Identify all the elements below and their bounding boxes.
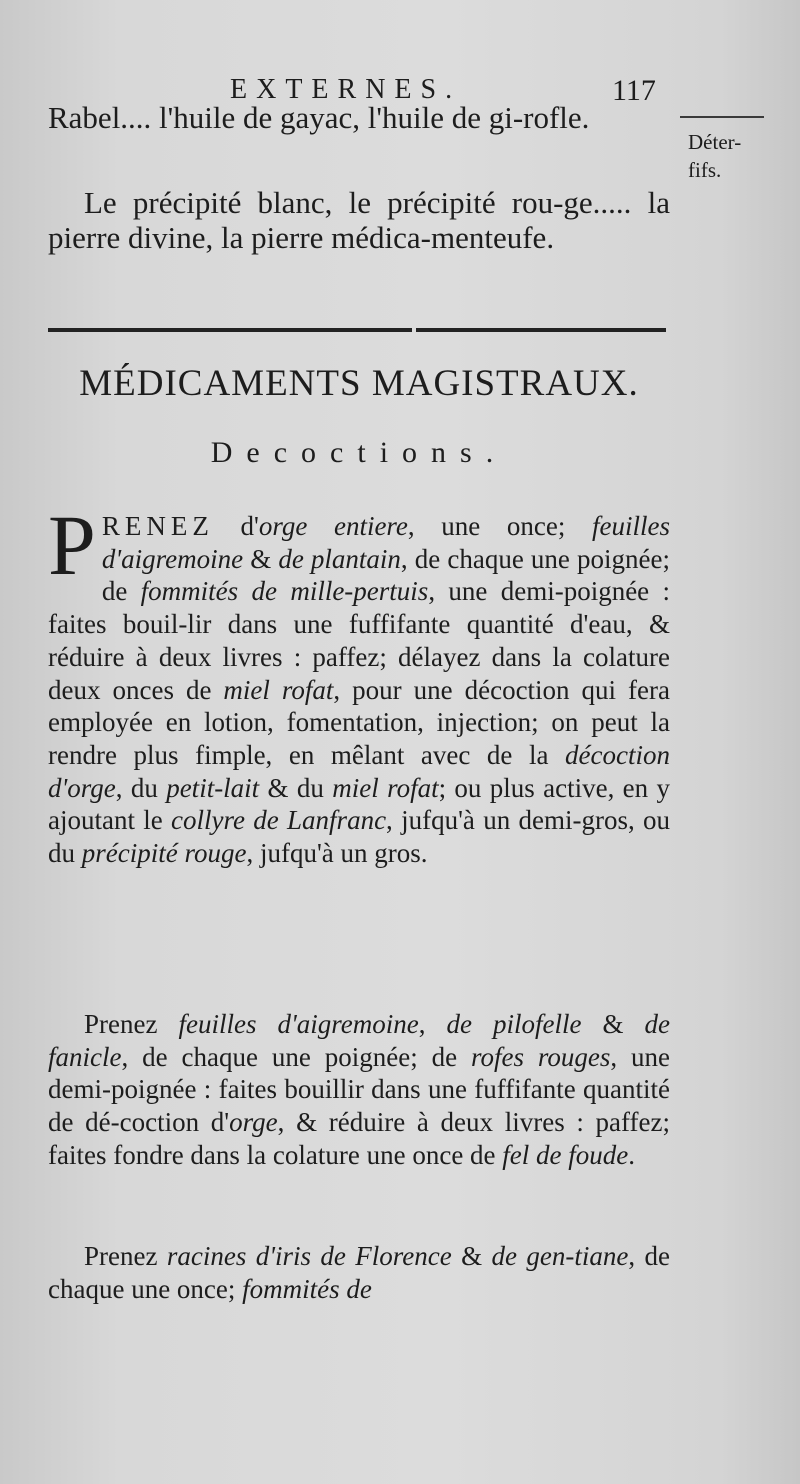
recipe-1-ingredient-4: fommités de mille-pertuis — [140, 576, 429, 607]
recipe-2-ingredient-2: de pilofelle — [446, 1009, 582, 1039]
side-note — [688, 128, 778, 184]
recipe-1-text-8: & du — [259, 772, 333, 803]
running-head: EXTERNES. — [230, 74, 462, 105]
recipe-1-ingredient-5: miel rofat — [223, 674, 334, 705]
recipe-1-text-6: , pour une décoction qui fera employée en lotion, fomentation, injection; on peut la rendre plus fimple, en mêlant avec de la — [48, 674, 670, 770]
recipe-1-text-3: & — [243, 543, 279, 574]
recipe-1-text-11: , jufqu'à un gros. — [246, 838, 428, 869]
recipe-2-ingredient-3: de fanicle — [48, 1009, 670, 1072]
recipe-1-ingredient-6: décoction d'orge — [48, 739, 670, 803]
intro-paragraph-2: Le précipité blanc, le précipité rou-ge..... la pierre divine, la pierre médica-menteufe. — [48, 185, 670, 255]
recipe-paragraph-1 — [48, 497, 671, 870]
recipe-1-text-5: , une demi-poignée : faites bouil-lir dans une fuffifante quantité d'eau, & réduire à deux livres : paffez; délayez dans la colature deux onces de — [48, 576, 671, 705]
recipe-3-text-2: & — [451, 1241, 492, 1271]
recipe-paragraph-2 — [48, 1008, 670, 1172]
recipe-1-first-word: RENEZ — [101, 511, 214, 541]
recipe-1-ingredient-2: feuilles d'aigremoine — [101, 511, 670, 574]
recipe-3-ingredient-3: fommités de — [242, 1273, 372, 1304]
drop-cap: P — [48, 497, 96, 593]
recipe-3-text-1: Prenez — [84, 1241, 167, 1271]
recipe-2-text-1: Prenez — [84, 1009, 179, 1039]
recipe-3-text-3: , de chaque une once; — [48, 1241, 670, 1304]
recipe-3-ingredient-2: de gen-tiane — [491, 1241, 629, 1271]
recipe-1-ingredient-10: précipité rouge — [81, 838, 247, 869]
margin-rule — [680, 116, 764, 118]
recipe-1-ingredient-3: de plantain — [278, 543, 401, 574]
recipe-2-text-2: , — [418, 1009, 447, 1039]
recipe-2-text-7: . — [628, 1139, 636, 1170]
recipe-2-ingredient-6: fel de foude — [502, 1139, 629, 1170]
recipe-1-text-9: ; ou plus active, en y ajoutant le — [48, 772, 670, 836]
recipe-2-ingredient-5: orge — [229, 1107, 278, 1138]
recipe-1-text-1: d' — [213, 511, 259, 541]
section-rule-left — [48, 328, 412, 332]
recipe-2-text-3: & — [581, 1009, 645, 1039]
side-note-line-1: Déter- — [688, 130, 742, 154]
recipe-3-ingredient-1: racines d'iris de Florence — [166, 1241, 452, 1271]
recipe-1-text-4: , de chaque une poignée; de — [101, 543, 670, 607]
page-number: 117 — [612, 74, 656, 107]
recipe-2-ingredient-4: rofes rouges — [470, 1041, 611, 1072]
recipe-1-ingredient-1: orge entiere — [258, 511, 408, 541]
side-note-line-2: fifs. — [688, 158, 722, 182]
recipe-1-ingredient-7: petit-lait — [166, 772, 260, 803]
intro-paragraph-1: Rabel.... l'huile de gayac, l'huile de gi-rofle. — [48, 100, 590, 135]
recipe-paragraph-3 — [48, 1240, 670, 1305]
section-rule-right — [416, 328, 666, 332]
recipe-2-text-5: , une demi-poignée : faites bouillir dans une fuffifante quantité de dé-coction d' — [48, 1041, 671, 1138]
recipe-1-text-2: , une once; — [407, 511, 593, 541]
subsection-title: Decoctions. — [210, 436, 508, 469]
recipe-1-ingredient-8: miel rofat — [332, 772, 439, 803]
recipe-2-text-4: , de chaque une poignée; de — [121, 1041, 471, 1072]
recipe-1-text-7: , du — [115, 772, 167, 803]
recipe-2-ingredient-1: feuilles d'aigremoine — [178, 1009, 419, 1039]
recipe-1-text-10: , jufqu'à un demi-gros, ou du — [48, 805, 670, 869]
recipe-2-text-6: , & réduire à deux livres : paffez; faites fondre dans la colature une once de — [48, 1107, 671, 1170]
section-title: MÉDICAMENTS MAGISTRAUX. — [79, 363, 639, 404]
recipe-1-ingredient-9: collyre de Lanfranc — [171, 805, 387, 836]
